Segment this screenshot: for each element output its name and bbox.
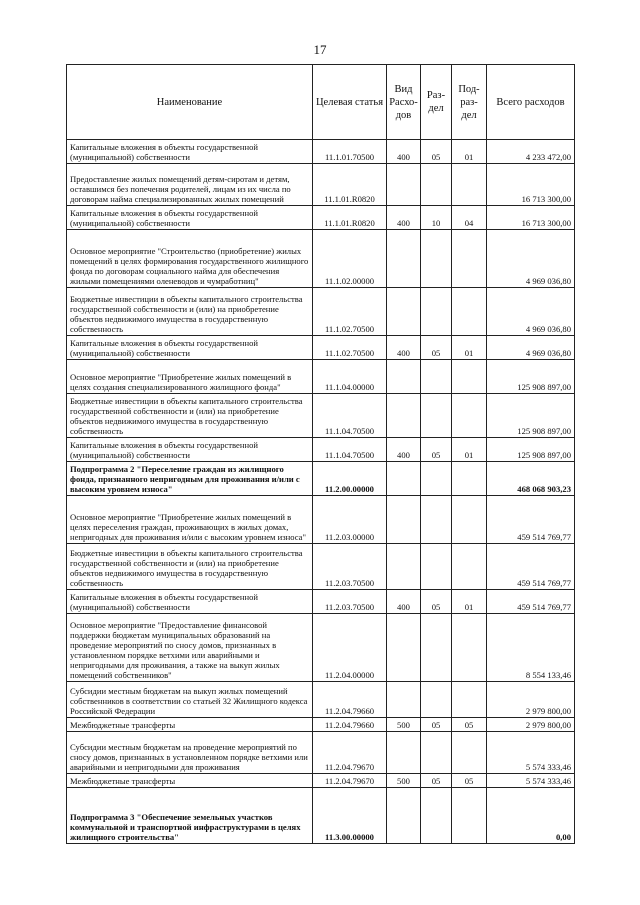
table-row bbox=[67, 230, 575, 288]
row-type bbox=[387, 682, 421, 718]
row-type: 400 bbox=[387, 140, 421, 164]
row-subsection bbox=[452, 462, 487, 496]
row-code: 11.1.01.R0820 bbox=[313, 206, 387, 230]
row-code: 11.2.04.00000 bbox=[313, 614, 387, 682]
row-subsection bbox=[452, 288, 487, 336]
row-section: 05 bbox=[421, 438, 452, 462]
table-row bbox=[67, 496, 575, 544]
table-row bbox=[67, 462, 575, 496]
row-subsection bbox=[452, 614, 487, 682]
row-subsection bbox=[452, 360, 487, 394]
row-code: 11.1.04.00000 bbox=[313, 360, 387, 394]
table-row bbox=[67, 718, 575, 732]
row-type bbox=[387, 164, 421, 206]
table-body bbox=[67, 140, 575, 844]
row-code: 11.2.00.00000 bbox=[313, 462, 387, 496]
row-total: 4 969 036,80 bbox=[487, 230, 575, 288]
row-type bbox=[387, 496, 421, 544]
row-type bbox=[387, 394, 421, 438]
row-subsection: 01 bbox=[452, 336, 487, 360]
table-row bbox=[67, 360, 575, 394]
row-code: 11.2.03.70500 bbox=[313, 544, 387, 590]
row-subsection: 05 bbox=[452, 718, 487, 732]
row-name: Основное мероприятие "Предоставление финансовой поддержки бюджетам муниципальных образований на проведение мероприятий по сносу домов, признанных в установленном порядке ветхими или аварийными и непригодными для проживания, а также на выкуп жилых помещений собственников" bbox=[67, 614, 313, 682]
row-total: 125 908 897,00 bbox=[487, 394, 575, 438]
row-subsection: 01 bbox=[452, 438, 487, 462]
table-row bbox=[67, 438, 575, 462]
row-subsection bbox=[452, 394, 487, 438]
row-subsection: 04 bbox=[452, 206, 487, 230]
header-name: Наименование bbox=[67, 65, 313, 140]
row-total: 4 969 036,80 bbox=[487, 288, 575, 336]
row-type bbox=[387, 230, 421, 288]
row-name: Основное мероприятие "Приобретение жилых помещений в целях создания специализированного жилищного фонда" bbox=[67, 360, 313, 394]
row-total: 459 514 769,77 bbox=[487, 590, 575, 614]
row-section bbox=[421, 394, 452, 438]
row-total: 459 514 769,77 bbox=[487, 544, 575, 590]
row-section bbox=[421, 164, 452, 206]
row-type bbox=[387, 732, 421, 774]
row-subsection: 05 bbox=[452, 774, 487, 788]
table-row bbox=[67, 288, 575, 336]
row-type: 400 bbox=[387, 206, 421, 230]
header-subsection: Под-раз-дел bbox=[452, 65, 487, 140]
row-type bbox=[387, 462, 421, 496]
row-section bbox=[421, 230, 452, 288]
row-total: 0,00 bbox=[487, 788, 575, 844]
row-section bbox=[421, 288, 452, 336]
row-section bbox=[421, 462, 452, 496]
row-name: Подпрограмма 3 "Обеспечение земельных участков коммунальной и транспортной инфраструктурами в целях жилищного строительства" bbox=[67, 788, 313, 844]
row-section: 05 bbox=[421, 336, 452, 360]
row-section: 05 bbox=[421, 774, 452, 788]
row-subsection: 01 bbox=[452, 140, 487, 164]
row-total: 5 574 333,46 bbox=[487, 774, 575, 788]
row-code: 11.1.02.00000 bbox=[313, 230, 387, 288]
row-section bbox=[421, 360, 452, 394]
row-code: 11.1.01.70500 bbox=[313, 140, 387, 164]
row-total: 4 233 472,00 bbox=[487, 140, 575, 164]
row-name: Капитальные вложения в объекты государственной (муниципальной) собственности bbox=[67, 206, 313, 230]
row-name: Предоставление жилых помещений детям-сиротам и детям, оставшимся без попечения родителей, лицам из их числа по договорам найма специализированных жилых помещений bbox=[67, 164, 313, 206]
table-row bbox=[67, 140, 575, 164]
row-subsection bbox=[452, 788, 487, 844]
table-row bbox=[67, 394, 575, 438]
row-section bbox=[421, 614, 452, 682]
table-row bbox=[67, 590, 575, 614]
row-code: 11.2.03.70500 bbox=[313, 590, 387, 614]
row-name: Бюджетные инвестиции в объекты капитального строительства государственной собственности и (или) на приобретение объектов недвижимого имущества в государственную собственность bbox=[67, 394, 313, 438]
row-name: Субсидии местным бюджетам на выкуп жилых помещений собственников в соответствии со статьей 32 Жилищного кодекса Российской Федерации bbox=[67, 682, 313, 718]
row-section bbox=[421, 682, 452, 718]
row-code: 11.2.04.79670 bbox=[313, 774, 387, 788]
row-name: Межбюджетные трансферты bbox=[67, 718, 313, 732]
row-total: 16 713 300,00 bbox=[487, 206, 575, 230]
row-type: 400 bbox=[387, 336, 421, 360]
row-type bbox=[387, 360, 421, 394]
row-subsection bbox=[452, 682, 487, 718]
table-row bbox=[67, 614, 575, 682]
row-code: 11.2.04.79670 bbox=[313, 732, 387, 774]
table-row bbox=[67, 164, 575, 206]
row-type: 500 bbox=[387, 718, 421, 732]
row-code: 11.1.01.R0820 bbox=[313, 164, 387, 206]
row-code: 11.1.02.70500 bbox=[313, 336, 387, 360]
row-total: 468 068 903,23 bbox=[487, 462, 575, 496]
page-number: 17 bbox=[313, 42, 327, 57]
table-row bbox=[67, 774, 575, 788]
row-code: 11.1.04.70500 bbox=[313, 394, 387, 438]
row-subsection bbox=[452, 230, 487, 288]
row-section: 05 bbox=[421, 590, 452, 614]
row-subsection bbox=[452, 496, 487, 544]
row-name: Капитальные вложения в объекты государственной (муниципальной) собственности bbox=[67, 438, 313, 462]
row-name: Основное мероприятие "Строительство (приобретение) жилых помещений в целях формирования государственного жилищного фонда по договорам социального найма для обеспечения жилыми помещениями оленеводов и чумработниц" bbox=[67, 230, 313, 288]
row-total: 2 979 800,00 bbox=[487, 682, 575, 718]
row-type bbox=[387, 788, 421, 844]
row-total: 125 908 897,00 bbox=[487, 438, 575, 462]
table-header-row bbox=[67, 65, 575, 140]
row-section: 05 bbox=[421, 140, 452, 164]
row-section bbox=[421, 496, 452, 544]
row-code: 11.1.02.70500 bbox=[313, 288, 387, 336]
row-type bbox=[387, 288, 421, 336]
row-total: 2 979 800,00 bbox=[487, 718, 575, 732]
row-total: 4 969 036,80 bbox=[487, 336, 575, 360]
row-subsection: 01 bbox=[452, 590, 487, 614]
table-row bbox=[67, 336, 575, 360]
table-row bbox=[67, 544, 575, 590]
row-type: 400 bbox=[387, 590, 421, 614]
row-name: Субсидии местным бюджетам на проведение мероприятий по сносу домов, признанных в установленном порядке ветхими или аварийными и непригодными для проживания bbox=[67, 732, 313, 774]
row-total: 8 554 133,46 bbox=[487, 614, 575, 682]
row-code: 11.3.00.00000 bbox=[313, 788, 387, 844]
row-name: Межбюджетные трансферты bbox=[67, 774, 313, 788]
row-total: 459 514 769,77 bbox=[487, 496, 575, 544]
row-name: Подпрограмма 2 "Переселение граждан из жилищного фонда, признанного непригодным для проживания и/или с высоким уровнем износа" bbox=[67, 462, 313, 496]
row-subsection bbox=[452, 732, 487, 774]
row-total: 16 713 300,00 bbox=[487, 164, 575, 206]
row-name: Капитальные вложения в объекты государственной (муниципальной) собственности bbox=[67, 590, 313, 614]
row-total: 125 908 897,00 bbox=[487, 360, 575, 394]
row-type bbox=[387, 614, 421, 682]
row-code: 11.2.04.79660 bbox=[313, 682, 387, 718]
table-row bbox=[67, 732, 575, 774]
row-name: Бюджетные инвестиции в объекты капитального строительства государственной собственности и (или) на приобретение объектов недвижимого имущества в государственную собственность bbox=[67, 288, 313, 336]
row-section bbox=[421, 788, 452, 844]
row-code: 11.2.04.79660 bbox=[313, 718, 387, 732]
row-section bbox=[421, 544, 452, 590]
budget-table bbox=[66, 64, 575, 844]
row-name: Капитальные вложения в объекты государственной (муниципальной) собственности bbox=[67, 336, 313, 360]
row-name: Основное мероприятие "Приобретение жилых помещений в целях переселения граждан, проживающих в жилых домах, непригодных для проживания и/или с высоким уровнем износа" bbox=[67, 496, 313, 544]
row-name: Капитальные вложения в объекты государственной (муниципальной) собственности bbox=[67, 140, 313, 164]
header-target: Целевая статья bbox=[313, 65, 387, 140]
row-total: 5 574 333,46 bbox=[487, 732, 575, 774]
header-total: Всего расходов bbox=[487, 65, 575, 140]
row-code: 11.1.04.70500 bbox=[313, 438, 387, 462]
row-type: 400 bbox=[387, 438, 421, 462]
row-section: 05 bbox=[421, 718, 452, 732]
table-row bbox=[67, 206, 575, 230]
row-subsection bbox=[452, 544, 487, 590]
table-row bbox=[67, 788, 575, 844]
row-name: Бюджетные инвестиции в объекты капитального строительства государственной собственности и (или) на приобретение объектов недвижимого имущества в государственную собственность bbox=[67, 544, 313, 590]
row-type: 500 bbox=[387, 774, 421, 788]
row-section bbox=[421, 732, 452, 774]
row-code: 11.2.03.00000 bbox=[313, 496, 387, 544]
header-section: Раз-дел bbox=[421, 65, 452, 140]
row-type bbox=[387, 544, 421, 590]
row-subsection bbox=[452, 164, 487, 206]
header-type: Вид Расхо-дов bbox=[387, 65, 421, 140]
row-section: 10 bbox=[421, 206, 452, 230]
table-row bbox=[67, 682, 575, 718]
